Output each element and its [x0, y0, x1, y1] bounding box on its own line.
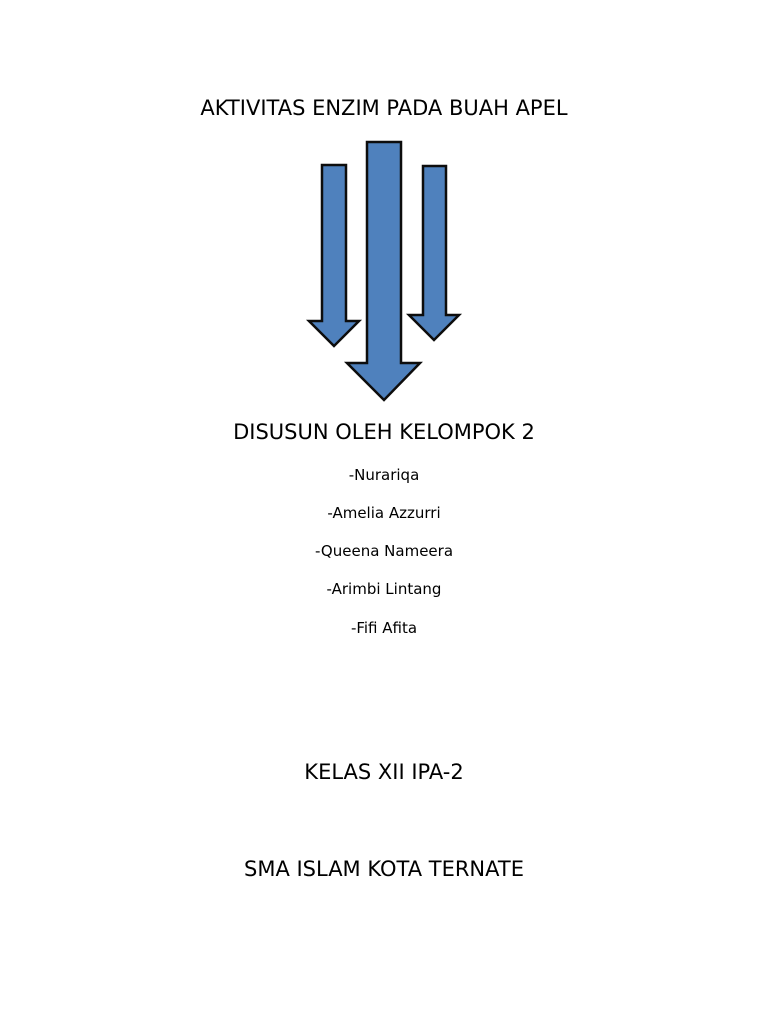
- member-name: -Amelia Azzurri: [327, 504, 441, 522]
- document-title: AKTIVITAS ENZIM PADA BUAH APEL: [200, 96, 568, 120]
- member-name: -Fifi Afita: [350, 619, 418, 637]
- left-down-arrow: [309, 165, 359, 346]
- member-name: -Arimbi Lintang: [326, 580, 442, 598]
- member-name: -Queena Nameera: [314, 542, 454, 560]
- school-label: SMA ISLAM KOTA TERNATE: [244, 857, 524, 881]
- group-heading: DISUSUN OLEH KELOMPOK 2: [233, 420, 535, 444]
- class-label: KELAS XII IPA-2: [304, 760, 464, 784]
- right-down-arrow: [409, 166, 459, 340]
- member-name: -Nurariqa: [348, 466, 420, 484]
- center-down-arrow: [347, 142, 420, 400]
